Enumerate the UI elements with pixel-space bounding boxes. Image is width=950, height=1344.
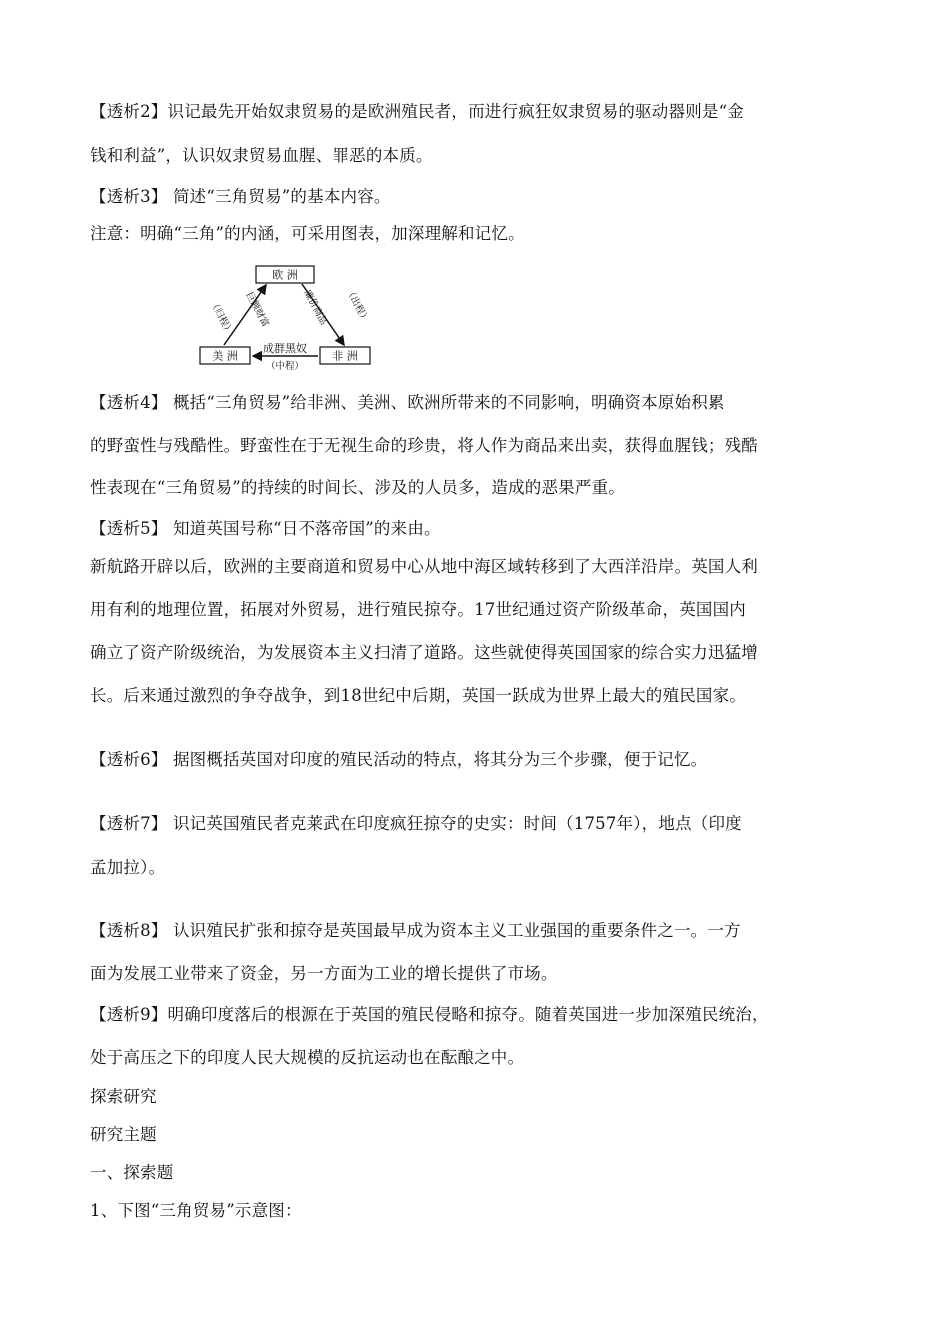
note-line: 注意：明确“三角”的内涵，可采用图表，加深理解和记忆。 [90,224,525,243]
analysis-6: 【透析6】 据图概括英国对印度的殖民活动的特点，将其分为三个步骤，便于记忆。 [90,750,708,769]
triangle-trade-diagram [196,262,376,376]
analysis-9-line-2: 处于高压之下的印度人民大规模的反抗运动也在酝酿之中。 [90,1048,525,1067]
analysis-3: 【透析3】 简述“三角贸易”的基本内容。 [90,187,391,206]
analysis-8-line-2: 面为发展工业带来了资金，另一方面为工业的增长提供了市场。 [90,964,558,983]
analysis-8-line-1: 【透析8】 认识殖民扩张和掠夺是英国最早成为资本主义工业强国的重要条件之一。一方 [90,921,741,940]
america-label: 美 洲 [212,349,238,363]
history-line-3: 确立了资产阶级统治，为发展资本主义扫清了道路。这些就使得英国国家的综合实力迅猛增 [90,643,758,662]
analysis-4-line-2: 的野蛮性与残酷性。野蛮性在于无视生命的珍贵，将人作为商品来出卖，获得血腥钱；残酷 [90,436,758,455]
right-outer-label: （出程） [343,286,371,325]
africa-label: 非 洲 [332,349,358,363]
section-explore-research: 探索研究 [90,1087,157,1106]
analysis-9-line-1: 【透析9】明确印度落后的根源在于英国的殖民侵略和掠夺。随着英国进一步加深殖民统治， [90,1005,769,1024]
analysis-4-line-3: 性表现在“三角贸易”的持续的时间长、涉及的人员多，造成的恶果严重。 [90,478,625,497]
left-outer-label: （归程） [207,298,235,337]
section-research-topic: 研究主题 [90,1125,157,1144]
left-inner-label: 巨额财富 [243,290,271,329]
analysis-2-line-2: 钱和利益”，认识奴隶贸易血腥、罪恶的本质。 [90,146,433,165]
analysis-7-line-2: 孟加拉）。 [90,858,166,877]
history-line-1: 新航路开辟以后，欧洲的主要商道和贸易中心从地中海区域转移到了大西洋沿岸。英国人利 [90,557,758,576]
analysis-5: 【透析5】 知道英国号称“日不落帝国”的来由。 [90,519,441,538]
history-line-4: 长。后来通过激烈的争夺战争，到18世纪中后期，英国一跃成为世界上最大的殖民国家。 [90,686,746,705]
right-inner-label: 廉价商品 [301,288,329,327]
bottom-main-label: 成群黑奴 [263,342,307,355]
section-exploration-questions: 一、探索题 [90,1163,174,1182]
analysis-7-line-1: 【透析7】 识记英国殖民者克莱武在印度疯狂掠夺的史实：时间（1757年），地点（印度 [90,814,742,833]
bottom-sub-label: （中程） [265,361,305,372]
analysis-4-line-1: 【透析4】 概括“三角贸易”给非洲、美洲、欧洲所带来的不同影响，明确资本原始积累 [90,393,725,412]
europe-label: 欧 洲 [272,268,298,282]
history-line-2: 用有利的地理位置，拓展对外贸易，进行殖民掠夺。17世纪通过资产阶级革命，英国国内 [90,600,746,619]
question-1: 1、下图“三角贸易”示意图： [90,1201,302,1220]
analysis-2-line-1: 【透析2】识记最先开始奴隶贸易的是欧洲殖民者，而进行疯狂奴隶贸易的驱动器则是“金 [90,102,744,121]
